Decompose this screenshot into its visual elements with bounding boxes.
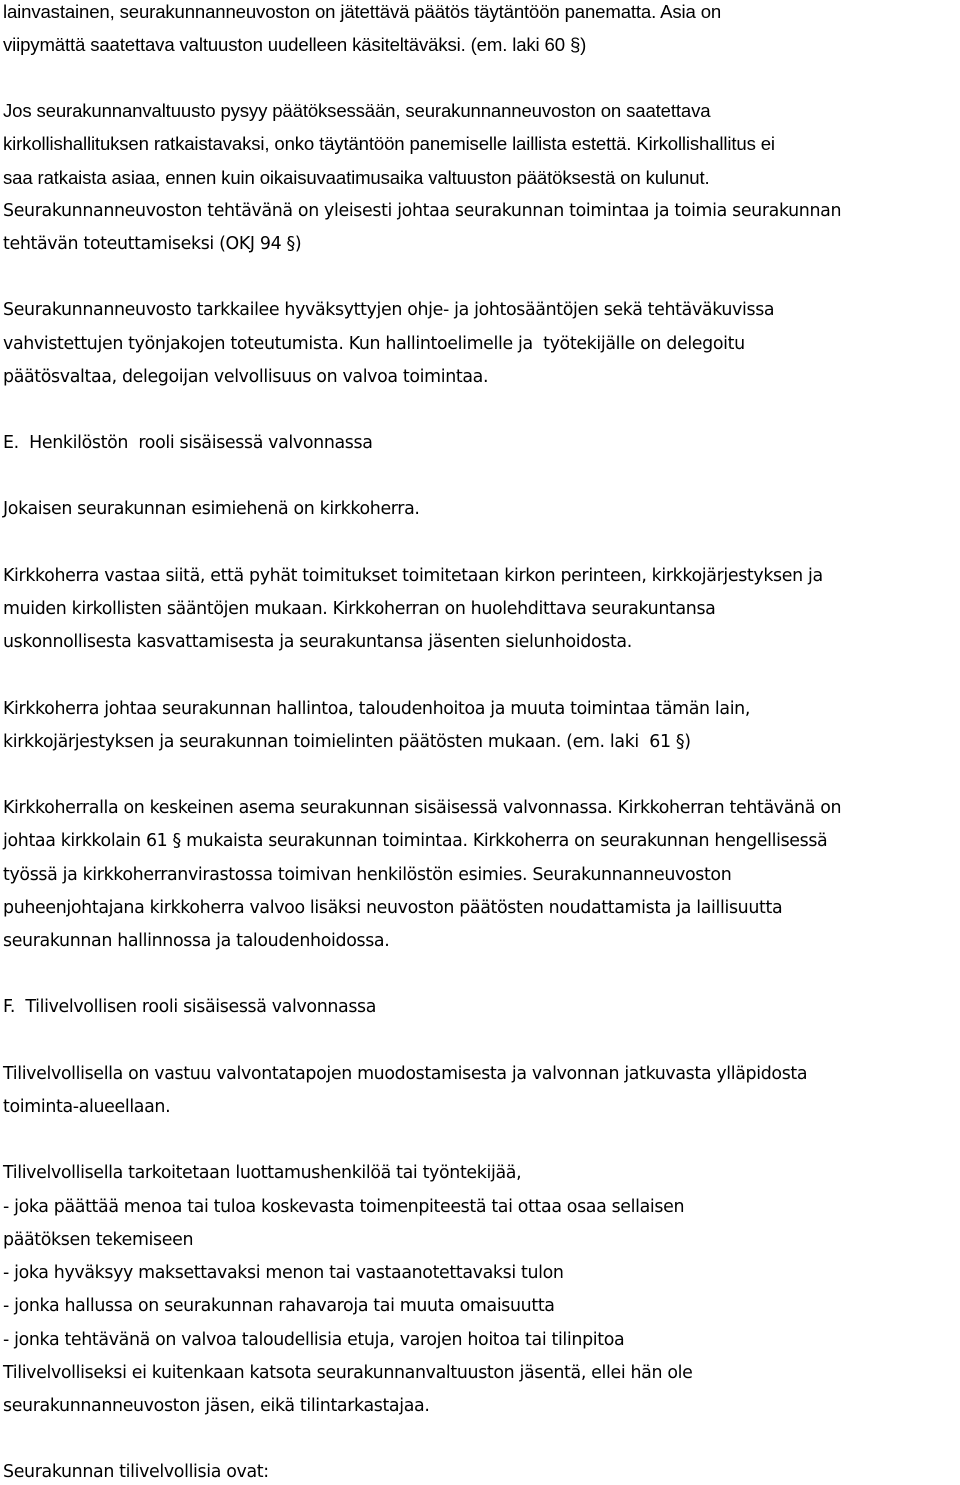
- paragraph-line: saa ratkaista asiaa, ennen kuin oikaisuvaatimusaika valtuuston päätöksestä on kulunut.: [3, 167, 710, 188]
- list-item: - jonka tehtävänä on valvoa taloudellisia etuja, varojen hoitoa tai tilinpitoa: [3, 1330, 625, 1350]
- paragraph-line: työssä ja kirkkoherranvirastossa toimivan henkilöstön esimies. Seurakunnanneuvoston: [3, 865, 732, 885]
- list-item: päätöksen tekemiseen: [3, 1230, 194, 1250]
- paragraph-line: Kirkkoherra vastaa siitä, että pyhät toimitukset toimitetaan kirkon perinteen, kirkkojärjestyksen ja: [3, 566, 823, 586]
- paragraph-line: Seurakunnan tilivelvollisia ovat:: [3, 1462, 269, 1482]
- paragraph-line: seurakunnanneuvoston jäsen, eikä tilintarkastajaa.: [3, 1396, 430, 1416]
- paragraph-line: muiden kirkollisten sääntöjen mukaan. Kirkkoherran on huolehdittava seurakuntansa: [3, 599, 716, 619]
- paragraph-line: toiminta-alueellaan.: [3, 1097, 171, 1117]
- paragraph-line: johtaa kirkkolain 61 § mukaista seurakunnan toimintaa. Kirkkoherra on seurakunnan hengellisessä: [3, 831, 828, 851]
- paragraph-line: Kirkkoherra johtaa seurakunnan hallintoa, taloudenhoitoa ja muuta toimintaa tämän lain,: [3, 699, 751, 719]
- paragraph-line: puheenjohtajana kirkkoherra valvoo lisäksi neuvoston päätösten noudattamista ja laillisuutta: [3, 898, 783, 918]
- paragraph-line: kirkkojärjestyksen ja seurakunnan toimielinten päätösten mukaan. (em. laki 61 §): [3, 732, 691, 752]
- paragraph-line: uskonnollisesta kasvattamisesta ja seurakuntansa jäsenten sielunhoidosta.: [3, 632, 632, 652]
- paragraph-line: Jos seurakunnanvaltuusto pysyy päätöksessään, seurakunnanneuvoston on saatettava: [3, 100, 711, 121]
- paragraph-line: Tilivelvollisella on vastuu valvontatapojen muodostamisesta ja valvonnan jatkuvasta ylläpidosta: [3, 1064, 808, 1084]
- paragraph-line: tehtävän toteuttamiseksi (OKJ 94 §): [3, 234, 302, 254]
- section-heading-f: F. Tilivelvollisen rooli sisäisessä valvonnassa: [3, 997, 377, 1017]
- paragraph-line: päätösvaltaa, delegoijan velvollisuus on valvoa toimintaa.: [3, 367, 489, 387]
- paragraph-line: vahvistettujen työnjakojen toteutumista. Kun hallintoelimelle ja työtekijälle on delegoitu: [3, 334, 745, 354]
- paragraph-line: seurakunnan hallinnossa ja taloudenhoidossa.: [3, 931, 390, 951]
- list-item: - joka hyväksyy maksettavaksi menon tai vastaanotettavaksi tulon: [3, 1263, 564, 1283]
- paragraph-line: lainvastainen, seurakunnanneuvoston on jätettävä päätös täytäntöön panematta. Asia on: [3, 1, 722, 22]
- paragraph-line: Seurakunnanneuvoston tehtävänä on yleisesti johtaa seurakunnan toimintaa ja toimia seurakunnan: [3, 201, 842, 221]
- list-item: - joka päättää menoa tai tuloa koskevasta toimenpiteestä tai ottaa osaa sellaisen: [3, 1197, 685, 1217]
- paragraph-line: Tilivelvolliseksi ei kuitenkaan katsota seurakunnanvaltuuston jäsentä, ellei hän ole: [3, 1363, 693, 1383]
- paragraph-line: Jokaisen seurakunnan esimiehenä on kirkkoherra.: [3, 499, 420, 519]
- paragraph-line: Seurakunnanneuvosto tarkkailee hyväksyttyjen ohje- ja johtosääntöjen sekä tehtäväkuvissa: [3, 300, 775, 320]
- paragraph-line: Kirkkoherralla on keskeinen asema seurakunnan sisäisessä valvonnassa. Kirkkoherran tehtävänä on: [3, 798, 842, 818]
- paragraph-line: viipymättä saatettava valtuuston uudelleen käsiteltäväksi. (em. laki 60 §): [3, 34, 587, 55]
- section-heading-e: E. Henkilöstön rooli sisäisessä valvonnassa: [3, 433, 373, 453]
- list-item: - jonka hallussa on seurakunnan rahavaroja tai muuta omaisuutta: [3, 1296, 555, 1316]
- paragraph-line: kirkollishallituksen ratkaistavaksi, onko täytäntöön panemiselle laillista estettä. Kirkollishallitus ei: [3, 133, 775, 154]
- paragraph-line: Tilivelvollisella tarkoitetaan luottamushenkilöä tai työntekijää,: [3, 1163, 522, 1183]
